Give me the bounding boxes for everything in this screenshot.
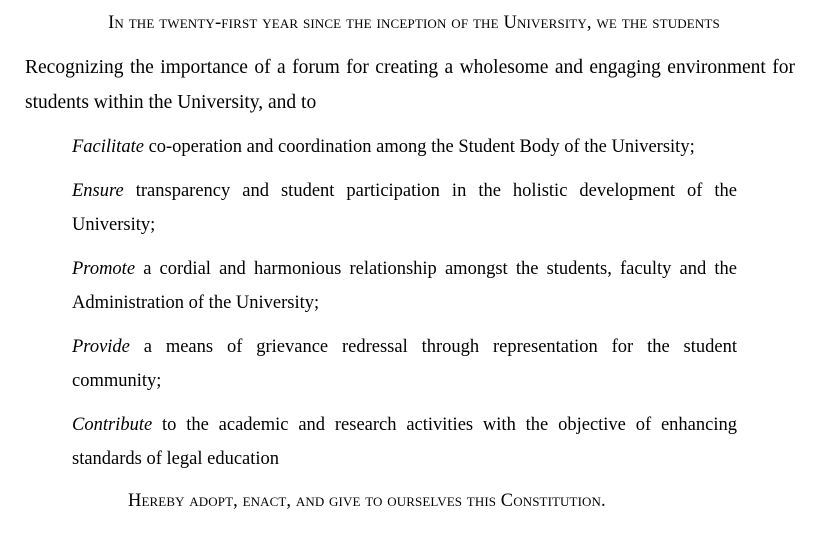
- clause-item: [72, 130, 737, 164]
- clause-body-text: transparency and student participation in the holistic development of the University;: [72, 181, 737, 235]
- clause-item: [72, 252, 737, 320]
- clause-lead-verb: Contribute: [72, 415, 153, 435]
- clause-body-text: to the academic and research activities with the objective of enhancing standards of legal education: [72, 415, 737, 469]
- clause-item: [72, 330, 737, 398]
- clause-item: [72, 408, 737, 476]
- clause-lead-verb: Facilitate: [72, 137, 144, 157]
- clause-body-text: a means of grievance redressal through representation for the student community;: [72, 337, 737, 391]
- lead-paragraph: Recognizing the importance of a forum for creating a wholesome and engaging environment for students within the University, and to: [25, 57, 795, 113]
- preamble-heading: In the twenty-first year since the inception of the University, we the students: [108, 13, 720, 33]
- objectives-clause-list: [72, 130, 737, 476]
- closing-enactment-line: Hereby adopt, enact, and give to ourselves this Constitution.: [128, 491, 606, 511]
- clause-item: [72, 174, 737, 242]
- clause-lead-verb: Promote: [72, 259, 136, 279]
- clause-lead-verb: Provide: [72, 337, 130, 357]
- clause-body-text: a cordial and harmonious relationship amongst the students, faculty and the Administration of the University;: [72, 259, 737, 313]
- clause-body-text: co-operation and coordination among the Student Body of the University;: [143, 137, 695, 157]
- clause-lead-verb: Ensure: [72, 181, 124, 201]
